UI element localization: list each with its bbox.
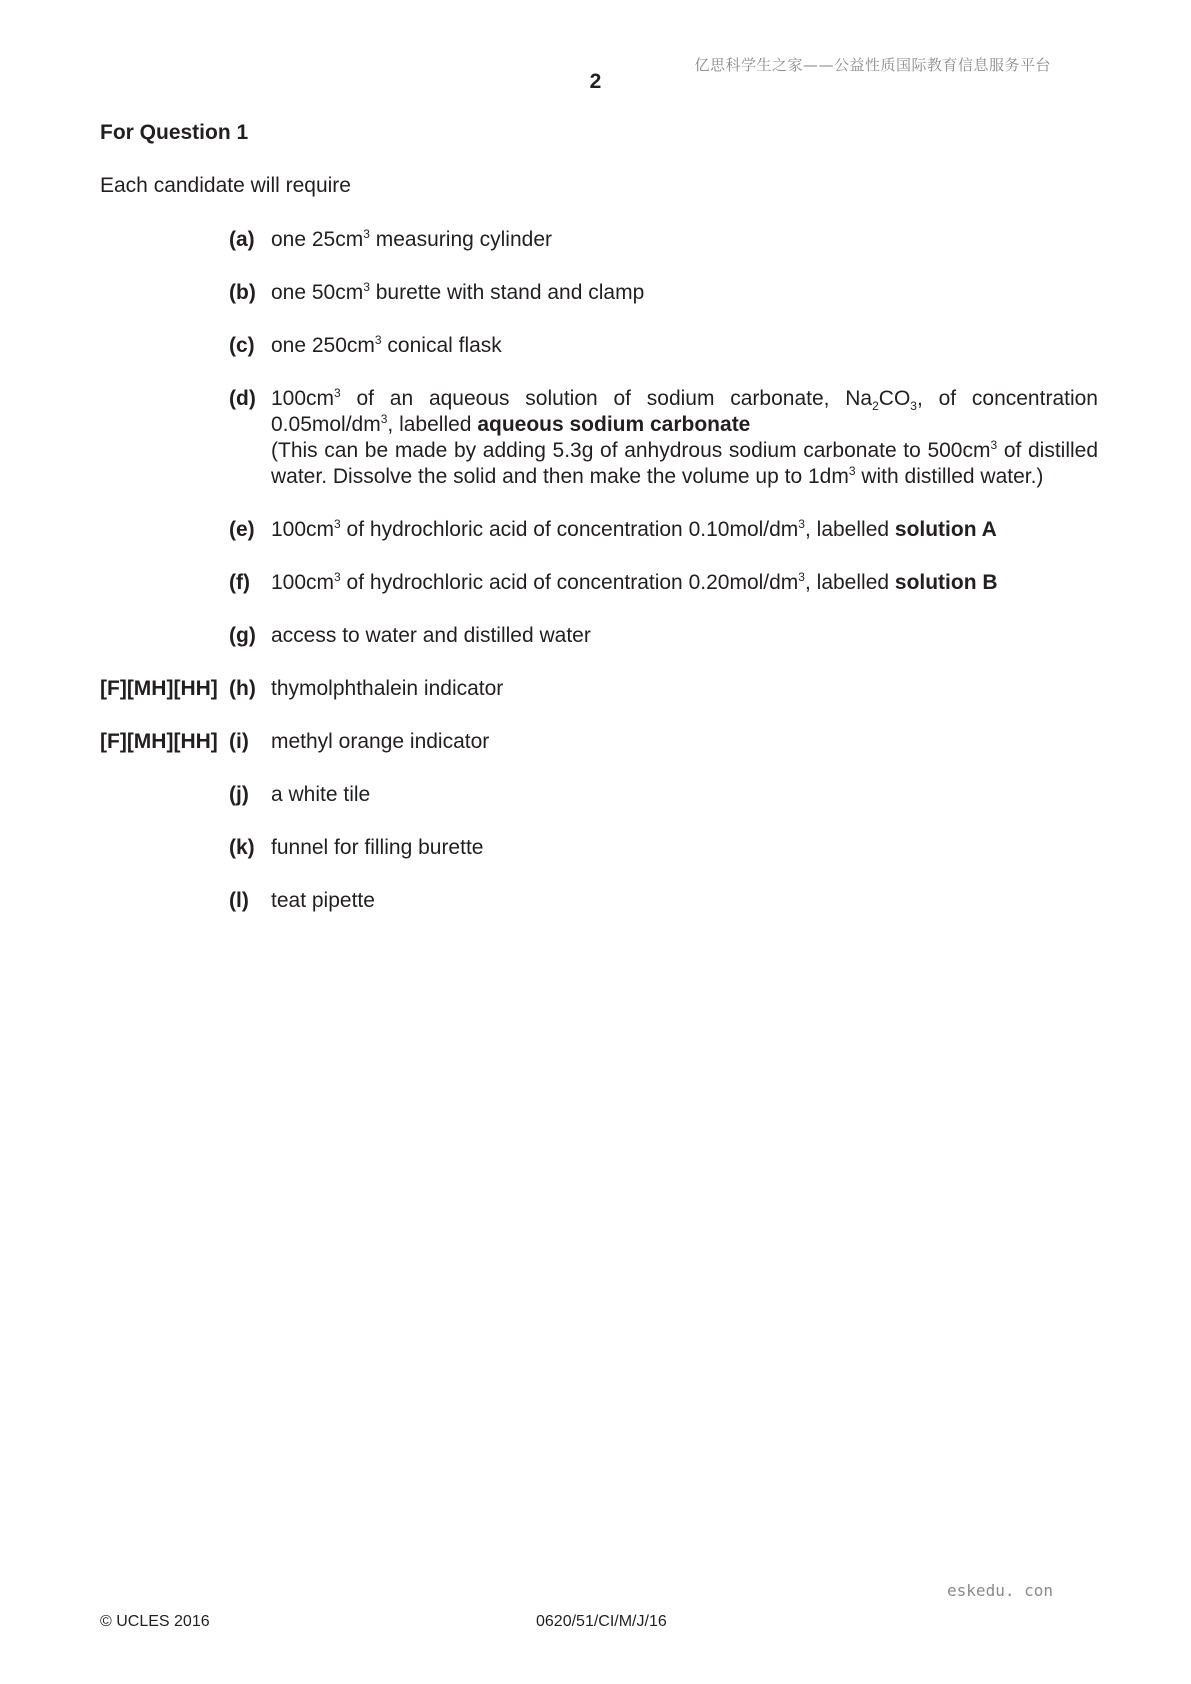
list-item-c [100, 333, 1098, 359]
question-heading: For Question 1 [100, 121, 249, 144]
watermark-top: 亿思科学生之家——公益性质国际教育信息服务平台 [694, 56, 1051, 74]
list-item-a [100, 227, 1098, 253]
item-label: (l) [229, 889, 249, 912]
item-text: access to water and distilled water [271, 624, 591, 647]
footer-code: 0620/51/CI/M/J/16 [536, 1613, 667, 1630]
item-text: $100cm^3$ of an aqueous solution of sodium carbonate, $Na_2CO_3$, of concentration $0.05mol/dm^3$, labelled aqueous sodium carbonate (This can be made by adding 5.3g of anhydrous sodium carbonate to $500cm^3$ of distilled water. Dissolve the solid and then make the volume up to $1dm^3$ with distilled water.) [271, 386, 1099, 488]
list-item-h [100, 676, 1098, 702]
item-label: (e) [229, 518, 255, 541]
item-text: $100cm^3$ of hydrochloric acid of concentration $0.20mol/dm^3$, labelled solution B [271, 570, 998, 594]
item-text: a white tile [271, 783, 371, 806]
requirements-list [100, 227, 1098, 941]
item-text: one $25cm^3$ measuring cylinder [271, 227, 553, 251]
intro-text: Each candidate will require [100, 174, 351, 197]
list-item-d [100, 386, 1098, 490]
list-item-i [100, 729, 1098, 755]
list-item-l [100, 888, 1098, 914]
item-label: (h) [229, 677, 256, 700]
item-label: (i) [229, 730, 249, 753]
item-label: (g) [229, 624, 256, 647]
page-number: 2 [589, 70, 602, 93]
list-item-k [100, 835, 1098, 861]
item-label: (f) [229, 571, 250, 594]
watermark-bottom: eskedu. con [947, 1581, 1053, 1600]
item-label: (c) [229, 334, 255, 357]
list-item-j [100, 782, 1098, 808]
tier-tag: [F][MH][HH] [100, 677, 218, 700]
item-text: one $250cm^3$ conical flask [271, 333, 502, 357]
list-item-g [100, 623, 1098, 649]
item-label: (a) [229, 228, 255, 251]
list-item-f [100, 570, 1098, 596]
item-text: teat pipette [271, 889, 375, 912]
item-text: thymolphthalein indicator [271, 677, 504, 700]
list-item-e [100, 517, 1098, 543]
item-label: (d) [229, 387, 256, 410]
item-label: (b) [229, 281, 256, 304]
item-text: funnel for filling burette [271, 836, 484, 859]
item-label: (j) [229, 783, 249, 806]
item-text: methyl orange indicator [271, 730, 490, 753]
item-text: one $50cm^3$ burette with stand and clamp [271, 280, 645, 304]
item-text: $100cm^3$ of hydrochloric acid of concentration $0.10mol/dm^3$, labelled solution A [271, 517, 997, 541]
footer-copyright: © UCLES 2016 [100, 1613, 210, 1630]
item-label: (k) [229, 836, 255, 859]
list-item-b [100, 280, 1098, 306]
tier-tag: [F][MH][HH] [100, 730, 218, 753]
